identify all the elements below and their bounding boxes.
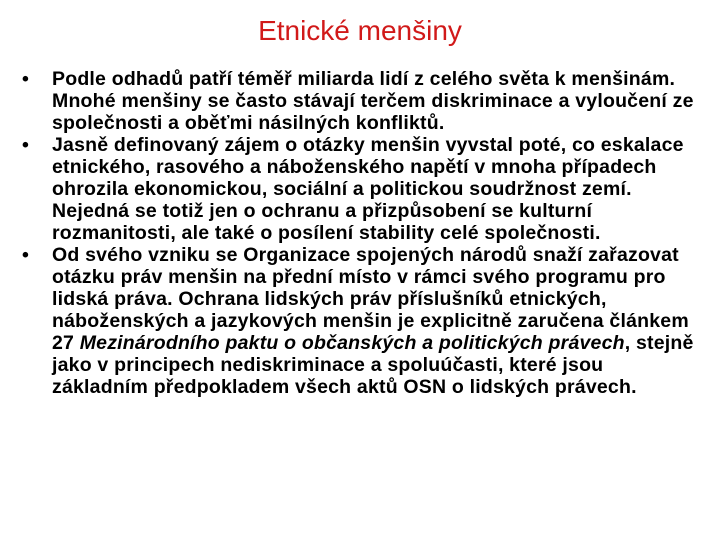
bullet-text-part: , stejně jako v principech nediskriminace a spoluúčasti, které jsou základním předpokladem všech aktů OSN o lidských právech. [52, 332, 694, 398]
bullet-item [22, 68, 702, 134]
bullet-marker: • [22, 134, 30, 156]
slide-title: Etnické menšiny [258, 15, 462, 46]
bullet-text-part: Od svého vzniku se Organizace spojených národů snaží zařazovat otázku práv menšin na přední místo v rámci svého programu pro lidská práva. Ochrana lidských práv příslušníků etnických, náboženských a jazykových menšin je explicitně zaručena článkem 27 [52, 244, 689, 354]
bullet-item [22, 244, 702, 398]
bullet-text: Jasně definovaný zájem o otázky menšin vyvstal poté, co eskalace etnického, rasového a náboženského napětí v mnoha případech ohrozila ekonomickou, sociální a politickou soudržnost zemí. Nejedná se totiž jen o ochranu a přizpůsobení se kulturní rozmanitosti, ale také o posílení stability celé společnosti. [52, 134, 684, 244]
bullet-text [52, 244, 694, 398]
bullet-marker: • [22, 68, 30, 90]
bullet-text: Podle odhadů patří téměř miliarda lidí z celého světa k menšinám. Mnohé menšiny se často stávají terčem diskriminace a vyloučení ze společnosti a oběťmi násilných konfliktů. [52, 68, 694, 134]
bullet-list [22, 68, 702, 398]
treaty-title: Mezinárodního paktu o občanských a politických právech [79, 332, 625, 354]
bullet-marker: • [22, 244, 30, 266]
bullet-item [22, 134, 702, 244]
